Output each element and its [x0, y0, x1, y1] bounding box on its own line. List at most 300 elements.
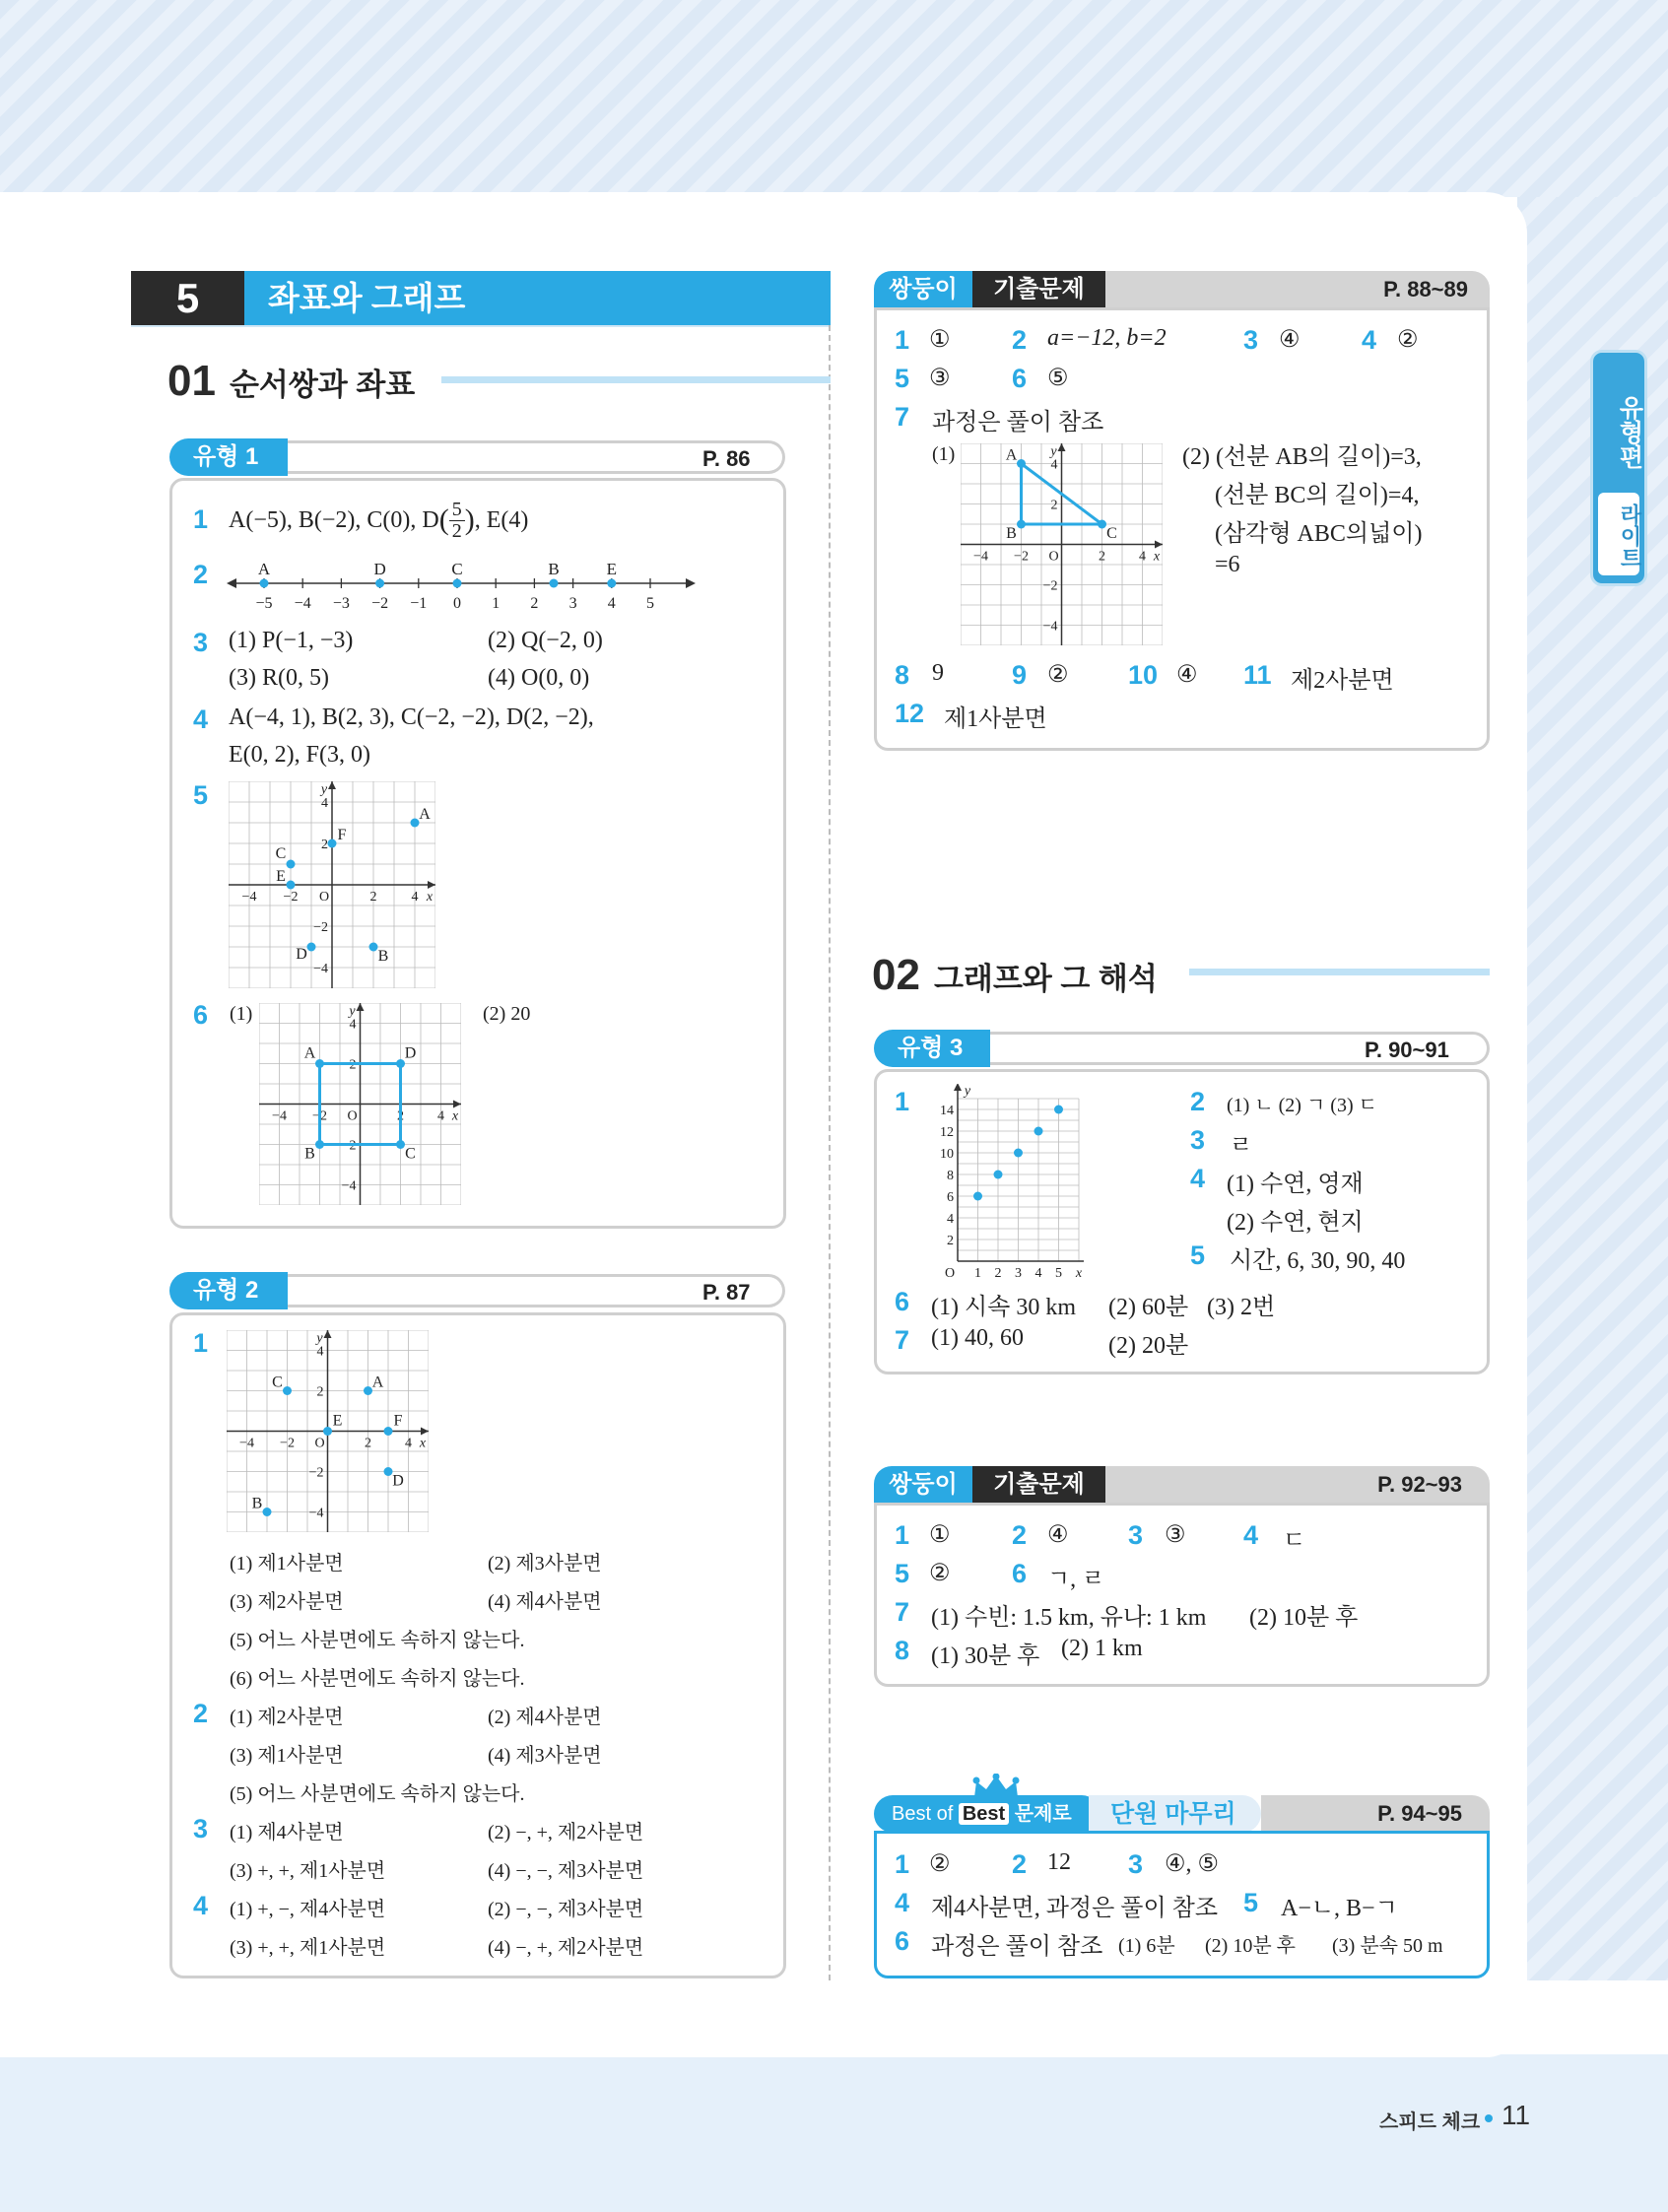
answer: ③ [1165, 1522, 1186, 1548]
section-title: 그래프와 그 해석 [933, 961, 1158, 996]
answer-text: , E(4) [474, 506, 529, 533]
q-number: 6 [1012, 1559, 1028, 1588]
point-marker [375, 579, 384, 588]
tick-label: 2 [994, 1266, 1002, 1281]
tick-label: −2 [312, 1108, 327, 1124]
page-background-top [0, 0, 1668, 197]
answer: 제1사분면 [944, 706, 1047, 732]
tick-label: 5 [646, 595, 654, 612]
q-number: 2 [1190, 1087, 1206, 1116]
tick-label: −4 [294, 595, 311, 612]
answer-t2-2-5: (5) 어느 사분면에도 속하지 않는다. [230, 1783, 525, 1805]
tick-label: 2 [530, 595, 539, 612]
point-marker [323, 1427, 332, 1436]
page-ref: P. 92~93 [1105, 1466, 1490, 1504]
tick-label: 4 [321, 796, 328, 811]
answer-6-2: (2) 20 [483, 1003, 531, 1025]
tick-label: −2 [1042, 578, 1058, 594]
point-label: D [296, 946, 307, 963]
tab-best-title: 단원 마무리 [1089, 1795, 1261, 1833]
q-number: 7 [895, 1325, 910, 1355]
answer: (1) 시속 30 km [931, 1295, 1077, 1320]
q-number: 6 [193, 1000, 209, 1030]
point-label: C [1106, 525, 1117, 542]
answer: ② [1397, 327, 1419, 353]
q-number: 7 [895, 402, 910, 432]
point-label: E [332, 1412, 343, 1430]
answer: 과정은 풀이 참조 [932, 410, 1104, 436]
point-label: B [377, 948, 389, 965]
section-line [441, 376, 831, 383]
origin-label: O [347, 1108, 358, 1124]
chapter-number: 5 [131, 271, 244, 325]
tab-best-logo: Best [959, 1803, 1009, 1825]
arrow-up-icon [954, 1084, 962, 1091]
tick-label: 2 [1099, 549, 1105, 565]
q-number: 3 [1128, 1849, 1144, 1879]
tab-type1: 유형 1 [169, 438, 288, 476]
answer-t2-4-2: (2) −, −, 제3사분면 [488, 1899, 644, 1920]
tick-label: 4 [947, 1212, 954, 1227]
point-marker [1017, 520, 1026, 529]
answer: ④ [1047, 1522, 1069, 1548]
q-number: 4 [193, 1891, 209, 1920]
tick-label: 1 [492, 595, 500, 612]
tick-label: 2 [316, 1384, 324, 1400]
point-label: B [548, 560, 560, 578]
q-number: 1 [193, 504, 209, 534]
point-marker [1014, 1149, 1023, 1158]
q-number: 3 [193, 1814, 209, 1843]
point-marker [283, 1386, 292, 1395]
tick-label: 3 [568, 595, 577, 612]
q-number: 5 [193, 780, 209, 810]
arrow-right-icon [1155, 541, 1163, 549]
q-number: 12 [895, 699, 925, 728]
point-marker [411, 819, 420, 828]
answer-3-3: (3) R(0, 5) [229, 665, 329, 691]
q-number: 4 [1243, 1520, 1259, 1550]
answer-t2-4-3: (3) +, +, 제1사분면 [230, 1937, 386, 1959]
q-number: 8 [895, 660, 910, 690]
answer: ㄱ, ㄹ [1047, 1567, 1105, 1592]
point-label: C [272, 1374, 283, 1391]
answer: ② [1047, 662, 1069, 688]
numerator: 5 [451, 498, 462, 520]
tab-type3: 유형 3 [874, 1030, 990, 1067]
q-number: 8 [895, 1636, 910, 1665]
answer-t2-3-4: (4) −, −, 제3사분면 [488, 1860, 644, 1882]
page-ref: P. 90~91 [1365, 1038, 1449, 1062]
point-label: A [419, 806, 431, 823]
tick-label: 12 [940, 1125, 954, 1140]
answer-t2-1-3: (3) 제2사분면 [230, 1591, 344, 1613]
point-label: F [393, 1412, 403, 1430]
q-number: 7 [895, 1597, 910, 1627]
page-ref: P. 87 [702, 1280, 751, 1305]
tick-label: −2 [280, 1436, 295, 1451]
answer: (2) 수연, 현지 [1227, 1210, 1364, 1236]
point-label: B [1006, 525, 1017, 542]
tick-label: 4 [411, 890, 419, 905]
tick-label: 2 [1050, 498, 1058, 513]
y-axis-label: y [1050, 444, 1057, 459]
answer: ② [929, 1561, 951, 1586]
scatter-graph [926, 1084, 1084, 1281]
tab-best-suffix: 문제로 [1014, 1803, 1072, 1825]
point-marker [396, 1140, 405, 1149]
point-label: B [251, 1495, 263, 1512]
point-marker [307, 943, 316, 952]
point-marker [384, 1467, 393, 1476]
section-02-heading [872, 951, 1158, 1000]
arrow-right-icon [686, 578, 696, 588]
tick-label: −4 [241, 890, 257, 905]
answer: (2) 60분 [1108, 1295, 1189, 1320]
point-marker [287, 860, 296, 869]
answer-t2-1-6: (6) 어느 사분면에도 속하지 않는다. [230, 1668, 525, 1690]
side-tab-main: 유형편 [1616, 394, 1643, 469]
answer: 제4사분면, 과정은 풀이 참조 [931, 1896, 1219, 1921]
section-01-heading [167, 357, 415, 406]
tab-type2: 유형 2 [169, 1272, 288, 1309]
q-number: 2 [193, 1699, 209, 1728]
section-number: 01 [167, 357, 216, 405]
point-label: A [371, 1374, 384, 1391]
q-number: 3 [1243, 325, 1259, 355]
answer-t2-3-2: (2) −, +, 제2사분면 [488, 1822, 644, 1843]
y-axis-label: y [349, 1004, 356, 1019]
tick-label: −1 [410, 595, 428, 612]
point-marker [1098, 520, 1106, 529]
point-marker [328, 839, 337, 848]
q-number: 4 [1362, 325, 1377, 355]
answer-4-line2: E(0, 2), F(3, 0) [229, 742, 370, 768]
tick-label: 2 [397, 1108, 404, 1124]
q-number: 3 [1190, 1125, 1206, 1155]
arrow-up-icon [324, 1330, 332, 1338]
q-number: 2 [1012, 1520, 1028, 1550]
point-label: A [1005, 446, 1018, 464]
answer: 12 [1047, 1849, 1071, 1875]
answer: (1) 수연, 영재 [1227, 1172, 1364, 1197]
tick-label: 4 [405, 1436, 412, 1451]
tick-label: 4 [1050, 457, 1058, 473]
y-axis-label: y [320, 782, 328, 797]
page-ref: P. 94~95 [1261, 1795, 1490, 1833]
paren: ) [464, 503, 475, 536]
x-axis-label: x [451, 1108, 459, 1124]
point-marker [364, 1386, 372, 1395]
tick-label: −2 [313, 920, 328, 935]
tab-ssang1-b: 기출문제 [972, 271, 1105, 308]
tick-label: 2 [369, 890, 377, 905]
page-ref: P. 88~89 [1105, 271, 1490, 308]
q-number: 2 [1012, 1849, 1028, 1879]
tick-label: −2 [308, 1465, 324, 1481]
answer: ④ [1176, 662, 1198, 688]
tab-ssang2-a: 쌍둥이 [874, 1466, 972, 1504]
q-number: 6 [895, 1287, 910, 1316]
answer-t2-1-4: (4) 제4사분면 [488, 1591, 602, 1613]
arrow-left-icon [227, 578, 236, 588]
tick-label: 4 [1034, 1266, 1042, 1281]
tab-best [874, 1795, 1101, 1833]
q-number: 1 [895, 1849, 910, 1879]
answer-t2-2-2: (2) 제4사분면 [488, 1707, 602, 1728]
point-marker [315, 1140, 324, 1149]
tick-label: O [944, 1266, 956, 1281]
point-label: E [276, 868, 286, 885]
answer-t2-4-4: (4) −, +, 제2사분면 [488, 1937, 644, 1959]
coordinate-plane-5 [229, 781, 435, 988]
q-number: 5 [1190, 1240, 1206, 1270]
q-number: 1 [895, 325, 910, 355]
x-axis-label: x [1075, 1266, 1083, 1281]
answer: (2) 10분 후 [1249, 1605, 1359, 1631]
answer-t2-2-3: (3) 제1사분면 [230, 1745, 344, 1767]
tick-label: 4 [349, 1017, 357, 1033]
q-number: 3 [193, 628, 209, 657]
answer: (1) 수빈: 1.5 km, 유나: 1 km [931, 1605, 1207, 1631]
q-number: 4 [193, 704, 209, 734]
answer: ② [929, 1851, 951, 1877]
page-number: 11 [1501, 2100, 1531, 2130]
answer: (3) 2번 [1207, 1295, 1276, 1320]
q-number: 6 [1012, 364, 1028, 393]
answer-7-2-line3: (삼각형 ABC의넓이) [1215, 521, 1423, 547]
origin-label: O [318, 890, 330, 905]
answer: (2) 20분 [1108, 1333, 1189, 1359]
y-axis-label: y [316, 1331, 323, 1346]
point-label: B [304, 1145, 315, 1163]
x-axis-label: x [426, 890, 434, 905]
point-marker [994, 1171, 1003, 1179]
answer-3-1: (1) P(−1, −3) [229, 628, 354, 653]
q-number: 1 [895, 1087, 910, 1116]
answer: ㄷ [1283, 1528, 1306, 1554]
tick-label: 2 [947, 1234, 954, 1248]
answer-t2-3-1: (1) 제4사분면 [230, 1822, 344, 1843]
arrow-up-icon [357, 1003, 365, 1011]
coordinate-plane-6 [259, 1003, 461, 1205]
point-marker [315, 1059, 324, 1068]
coordinate-plane-s7 [961, 443, 1163, 645]
chapter-underline [131, 325, 831, 327]
answer: (1) 6분 [1118, 1935, 1175, 1957]
answer: ① [929, 1522, 951, 1548]
answer-t2-1-1: (1) 제1사분면 [230, 1553, 344, 1575]
tick-label: 2 [321, 838, 328, 852]
tick-label: 14 [940, 1104, 954, 1118]
chapter-header [131, 271, 831, 325]
point-marker [384, 1427, 393, 1436]
point-marker [1017, 459, 1026, 468]
point-label: C [405, 1145, 416, 1163]
arrow-right-icon [428, 881, 435, 889]
point-marker [973, 1192, 982, 1201]
point-label: D [373, 560, 386, 578]
arrow-right-icon [453, 1101, 461, 1108]
tick-label: −2 [341, 1138, 357, 1154]
answer: ① [929, 327, 951, 353]
arrow-up-icon [1058, 443, 1066, 451]
answer-7-2-line1: (2) (선분 AB의 길이)=3, [1182, 444, 1422, 470]
point-marker [396, 1059, 405, 1068]
answer-t2-4-1: (1) +, −, 제4사분면 [230, 1899, 386, 1920]
answer: ③ [929, 366, 951, 391]
point-marker [1054, 1106, 1063, 1114]
arrow-up-icon [328, 781, 336, 789]
side-tab-sub: 라이트 [1598, 493, 1639, 575]
tick-label: −4 [341, 1178, 357, 1194]
tick-label: 4 [1139, 549, 1146, 565]
arrow-right-icon [421, 1428, 429, 1436]
point-marker [287, 881, 296, 890]
tick-label: −2 [1014, 549, 1029, 565]
tick-label: 10 [940, 1147, 954, 1162]
tab-ssang2-b: 기출문제 [972, 1466, 1105, 1504]
q-number: 4 [1190, 1164, 1206, 1193]
point-label: C [451, 560, 463, 578]
tick-label: 2 [349, 1057, 357, 1073]
q-number: 11 [1243, 660, 1272, 690]
answer: ④, ⑤ [1165, 1851, 1220, 1877]
answer: (1) ㄴ (2) ㄱ (3) ㄷ [1227, 1095, 1377, 1116]
answer-1 [229, 498, 528, 543]
q-number: 6 [895, 1926, 910, 1956]
point-marker [263, 1508, 272, 1516]
tick-label: 3 [1015, 1266, 1022, 1281]
tick-label: 0 [453, 595, 461, 612]
answer-7-2-line2: (선분 BC의 길이)=4, [1215, 483, 1420, 508]
tick-label: 8 [947, 1169, 954, 1183]
tick-label: −2 [283, 890, 299, 905]
q-number: 5 [895, 364, 910, 393]
answer-t2-2-4: (4) 제3사분면 [488, 1745, 602, 1767]
fraction [449, 500, 465, 542]
q-number: 3 [1128, 1520, 1144, 1550]
tick-label: 4 [316, 1344, 324, 1360]
q-number: 10 [1128, 660, 1159, 690]
tick-label: 4 [437, 1108, 444, 1124]
coordinate-plane-t2 [227, 1330, 429, 1532]
tick-label: −4 [973, 549, 988, 565]
tick-label: −4 [272, 1108, 287, 1124]
q-number: 1 [193, 1328, 209, 1358]
number-line [227, 557, 700, 612]
tick-label: 5 [1055, 1266, 1062, 1281]
tick-label: 4 [607, 595, 616, 612]
answer: 9 [932, 660, 944, 686]
answer-6-label: (1) [230, 1003, 253, 1025]
chapter-title: 좌표와 그래프 [244, 271, 831, 325]
tick-label: −4 [308, 1506, 324, 1521]
q-number: 4 [895, 1888, 910, 1917]
section-number: 02 [872, 951, 920, 999]
answer-3-2: (2) Q(−2, 0) [488, 628, 603, 653]
answer-t2-2-1: (1) 제2사분면 [230, 1707, 344, 1728]
answer-t2-1-5: (5) 어느 사분면에도 속하지 않는다. [230, 1630, 525, 1651]
point-label: D [392, 1472, 404, 1490]
page-ref: P. 86 [702, 446, 751, 471]
section-title: 순서쌍과 좌표 [229, 367, 416, 402]
y-axis-label: y [964, 1084, 971, 1099]
tick-label: −4 [239, 1436, 254, 1451]
answer: ⑤ [1047, 366, 1069, 391]
answer-7-2-line4: =6 [1215, 552, 1240, 577]
denominator: 2 [451, 519, 462, 542]
footer-dot [1485, 2114, 1493, 2122]
side-tab[interactable] [1590, 350, 1647, 586]
point-label: C [275, 845, 287, 862]
x-axis-label: x [1153, 549, 1161, 565]
answer-t2-3-3: (3) +, +, 제1사분면 [230, 1860, 386, 1882]
answer: (2) 1 km [1061, 1636, 1143, 1661]
answer: ㄹ [1230, 1133, 1253, 1159]
answer: 제2사분면 [1291, 668, 1394, 694]
q-number: 2 [193, 560, 209, 589]
point-label: F [337, 827, 347, 843]
origin-label: O [314, 1436, 325, 1451]
answer-3-4: (4) O(0, 0) [488, 665, 590, 691]
tab-best-prefix: Best of [892, 1803, 954, 1825]
point-marker [1034, 1127, 1043, 1136]
answer-4-line1: A(−4, 1), B(2, 3), C(−2, −2), D(2, −2), [229, 704, 594, 730]
q-number: 5 [1243, 1888, 1259, 1917]
column-divider [829, 325, 831, 1980]
answer-text: A(−5), B(−2), C(0), D [229, 506, 439, 533]
tick-label: 6 [947, 1190, 954, 1205]
answer: 시간, 6, 30, 90, 40 [1230, 1248, 1406, 1274]
point-marker [550, 579, 559, 588]
q-number: 1 [895, 1520, 910, 1550]
answer: 과정은 풀이 참조 [931, 1934, 1103, 1960]
point-marker [607, 579, 616, 588]
answer: (3) 분속 50 m [1332, 1935, 1443, 1957]
point-marker [453, 579, 462, 588]
tick-label: −5 [255, 595, 273, 612]
answer: a=−12, b=2 [1047, 325, 1167, 351]
tick-label: −3 [332, 595, 350, 612]
answer: A−ㄴ, B−ㄱ [1281, 1896, 1398, 1921]
point-label: A [257, 560, 271, 578]
tick-label: 2 [365, 1436, 371, 1451]
point-marker [369, 943, 378, 952]
tab-ssang1-a: 쌍둥이 [874, 271, 972, 308]
answer-7-1-label: (1) [932, 443, 956, 465]
footer-label: 스피드 체크 [1379, 2111, 1481, 2133]
point-marker [260, 579, 269, 588]
tick-label: −2 [371, 595, 389, 612]
point-label: E [606, 560, 617, 578]
q-number: 5 [895, 1559, 910, 1588]
point-label: A [303, 1044, 316, 1062]
tick-label: −4 [313, 962, 328, 976]
tick-label: 1 [974, 1266, 981, 1281]
answer: (1) 30분 후 [931, 1643, 1040, 1669]
q-number: 2 [1012, 325, 1028, 355]
answer: (2) 10분 후 [1205, 1935, 1296, 1957]
point-label: D [404, 1044, 417, 1062]
answer: ④ [1279, 327, 1301, 353]
q-number: 9 [1012, 660, 1028, 690]
section-line [1189, 969, 1490, 975]
paren: ( [438, 503, 449, 536]
tick-label: −4 [1042, 619, 1058, 635]
origin-label: O [1048, 549, 1059, 565]
answer-t2-1-2: (2) 제3사분면 [488, 1553, 602, 1575]
